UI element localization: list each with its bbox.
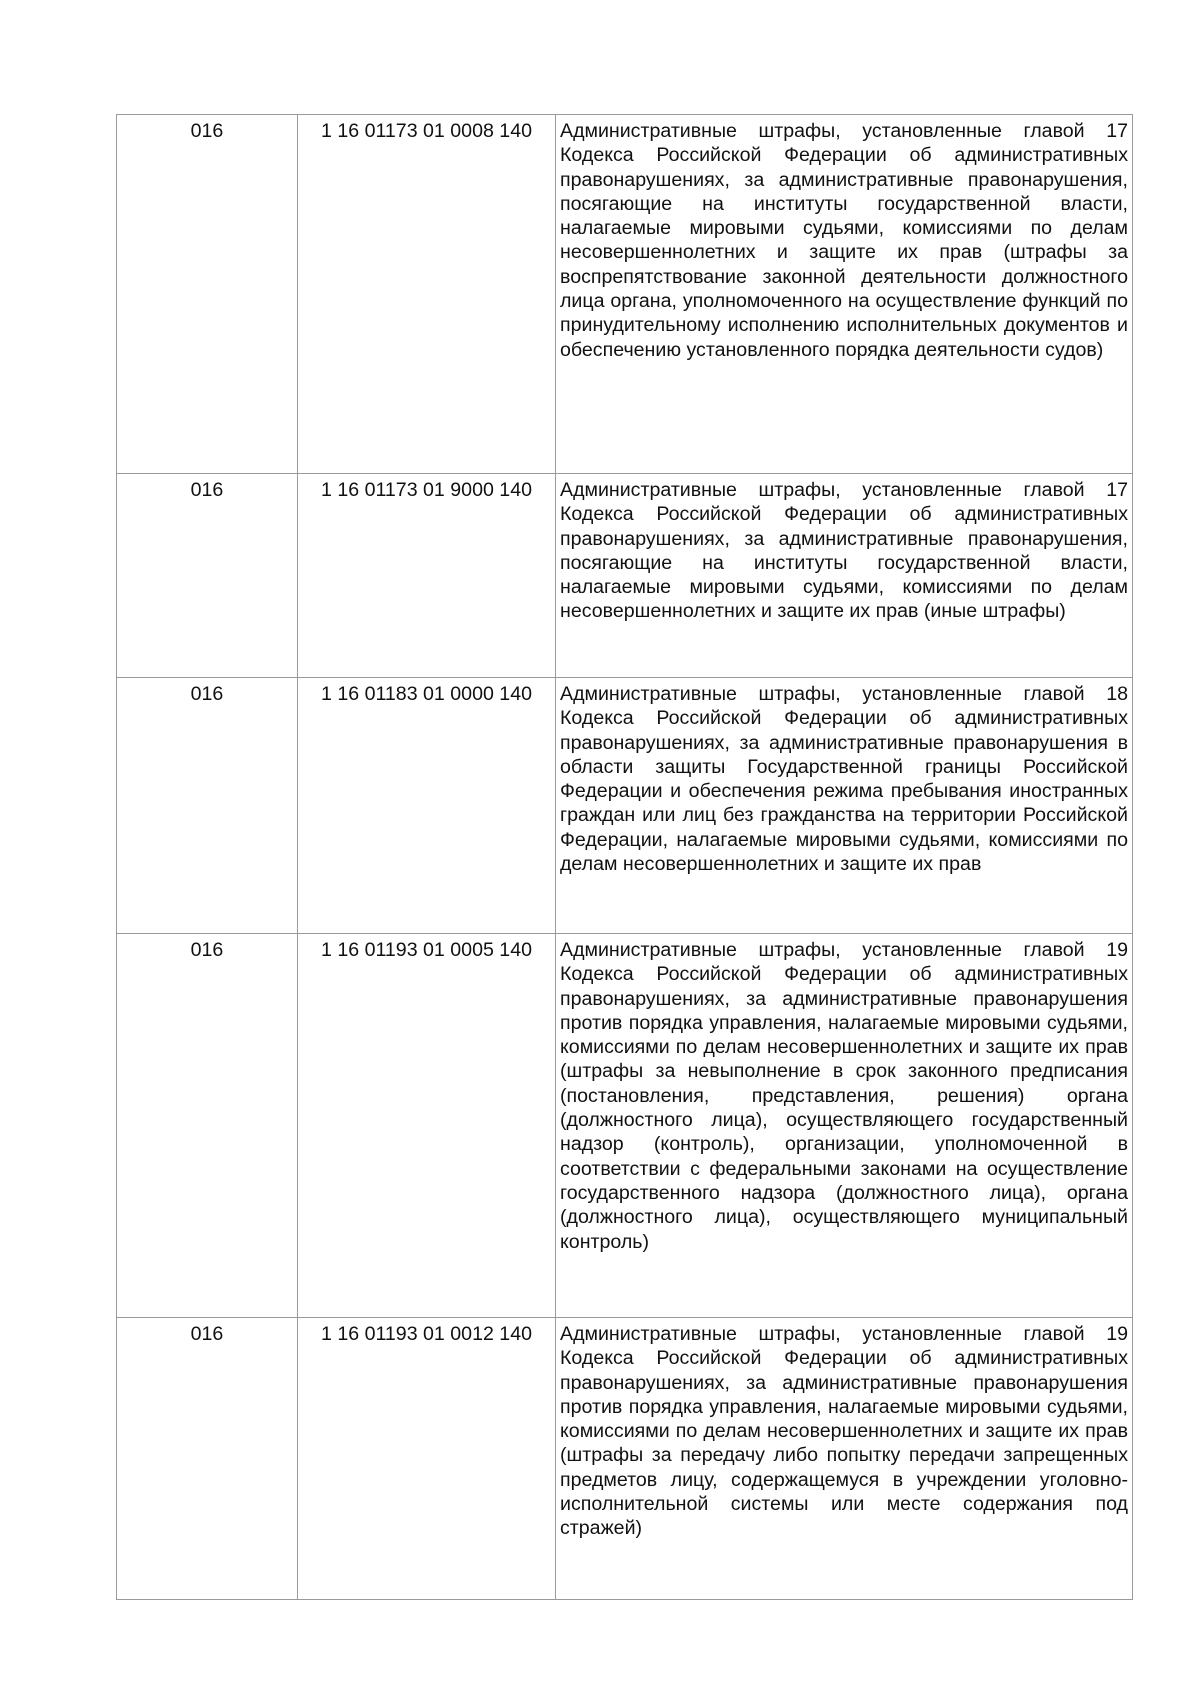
kbk-code-cell bbox=[298, 474, 556, 678]
description-text: Административные штрафы, установленные главой 19 Кодекса Российской Федерации об административных правонарушениях, за административные правонарушения против порядка управления, налагаемые мировыми судьями, комиссиями по делам несовершеннолетних и защите их прав (штрафы за невыполнение в срок законного предписания (постановления, представления, решения) органа (должностного лица), осуществляющего государственный надзор (контроль), организации, уполномоченной в соответствии с федеральными законами на осуществление государственного надзора (должностного лица), органа (должностного лица), осуществляющего муниципальный контроль) bbox=[560, 939, 1128, 1253]
table-row bbox=[117, 1318, 1133, 1600]
description-cell bbox=[556, 678, 1133, 934]
admin-code: 016 bbox=[190, 939, 224, 961]
table-row bbox=[117, 678, 1133, 934]
table-row bbox=[117, 474, 1133, 678]
admin-code: 016 bbox=[190, 120, 224, 142]
kbk-code-cell bbox=[298, 934, 556, 1318]
description-cell bbox=[556, 474, 1133, 678]
admin-code-cell bbox=[117, 115, 298, 474]
admin-code-cell bbox=[117, 474, 298, 678]
description-cell bbox=[556, 115, 1133, 474]
table-row bbox=[117, 934, 1133, 1318]
admin-code-cell bbox=[117, 934, 298, 1318]
kbk-code: 1 16 01173 01 9000 140 bbox=[320, 479, 532, 501]
kbk-code: 1 16 01193 01 0005 140 bbox=[320, 939, 532, 961]
admin-code: 016 bbox=[190, 479, 224, 501]
budget-codes-table bbox=[116, 114, 1133, 1600]
description-text: Административные штрафы, установленные главой 17 Кодекса Российской Федерации об административных правонарушениях, за административные правонарушения, посягающие на институты государственной власти, налагаемые мировыми судьями, комиссиями по делам несовершеннолетних и защите их прав (иные штрафы) bbox=[560, 479, 1128, 623]
kbk-code: 1 16 01183 01 0000 140 bbox=[320, 683, 532, 705]
kbk-code: 1 16 01193 01 0012 140 bbox=[320, 1323, 532, 1345]
admin-code: 016 bbox=[190, 1323, 224, 1345]
kbk-code: 1 16 01173 01 0008 140 bbox=[320, 120, 532, 142]
description-text: Административные штрафы, установленные главой 18 Кодекса Российской Федерации об административных правонарушениях, за административные правонарушения в области защиты Государственной границы Российской Федерации и обеспечения режима пребывания иностранных граждан или лиц без гражданства на территории Российской Федерации, налагаемые мировыми судьями, комиссиями по делам несовершеннолетних и защите их прав bbox=[560, 683, 1128, 876]
kbk-code-cell bbox=[298, 1318, 556, 1600]
table-row bbox=[117, 115, 1133, 474]
description-text: Административные штрафы, установленные главой 19 Кодекса Российской Федерации об административных правонарушениях, за административные правонарушения против порядка управления, налагаемые мировыми судьями, комиссиями по делам несовершеннолетних и защите их прав (штрафы за передачу либо попытку передачи запрещенных предметов лицу, содержащемуся в учреждении уголовно-исполнительной системы или месте содержания под стражей) bbox=[560, 1323, 1128, 1540]
admin-code: 016 bbox=[190, 683, 224, 705]
description-cell bbox=[556, 1318, 1133, 1600]
admin-code-cell bbox=[117, 678, 298, 934]
kbk-code-cell bbox=[298, 678, 556, 934]
kbk-code-cell bbox=[298, 115, 556, 474]
admin-code-cell bbox=[117, 1318, 298, 1600]
description-cell bbox=[556, 934, 1133, 1318]
description-text: Административные штрафы, установленные главой 17 Кодекса Российской Федерации об административных правонарушениях, за административные правонарушения, посягающие на институты государственной власти, налагаемые мировыми судьями, комиссиями по делам несовершеннолетних и защите их прав (штрафы за воспрепятствование законной деятельности должностного лица органа, уполномоченного на осуществление функций по принудительному исполнению исполнительных документов и обеспечению установленного порядка деятельности судов) bbox=[560, 120, 1128, 361]
